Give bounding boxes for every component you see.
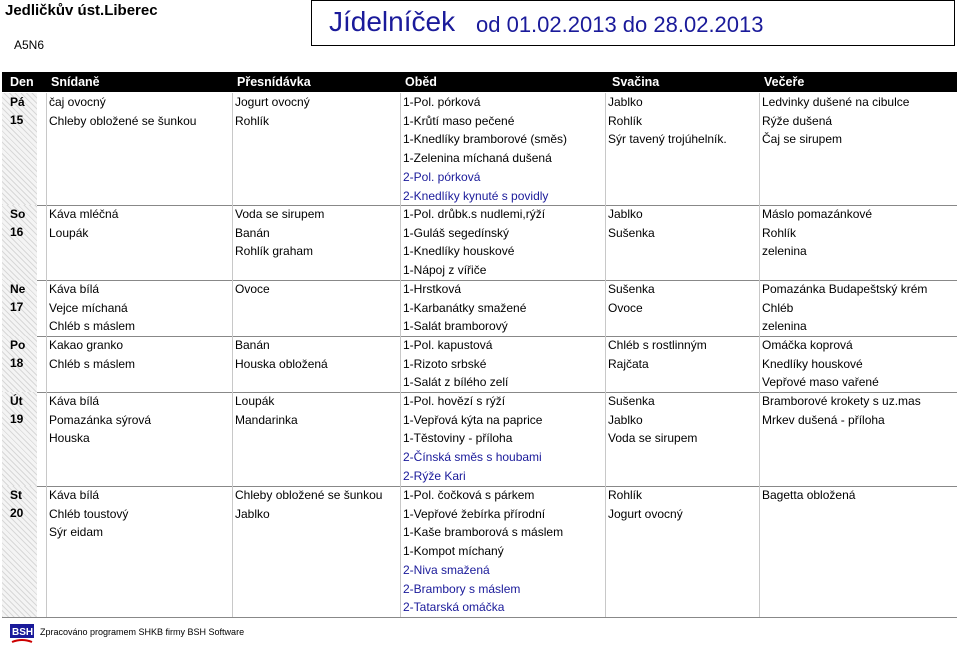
obed-item: 1-Krůtí maso pečené: [403, 113, 515, 128]
day-name: Pá: [10, 95, 25, 109]
column-divider: [400, 392, 401, 486]
svacina-item: Sušenka: [608, 394, 655, 408]
snidane-item: Káva bílá: [49, 282, 100, 296]
header-snidane: Snídaně: [51, 75, 100, 89]
header-obed: Oběd: [405, 75, 437, 89]
column-divider: [605, 280, 606, 336]
column-divider: [232, 205, 233, 280]
presnidavka-item: Jogurt ovocný: [235, 95, 310, 109]
column-divider: [605, 392, 606, 486]
obed-item: 1-Pol. pórková: [403, 95, 481, 109]
snidane-item: Káva mléčná: [49, 207, 119, 221]
bsh-logo: [10, 624, 34, 646]
column-divider: [605, 205, 606, 280]
day-row: [2, 93, 957, 206]
snidane-item: Kakao granko: [49, 338, 124, 352]
vecere-item: Rohlík: [762, 225, 797, 240]
obed-item: 1-Karbanátky smažené: [403, 300, 527, 315]
day-name: Út: [10, 394, 23, 408]
presnidavka-item: Voda se sirupem: [235, 207, 325, 221]
presnidavka-item: Loupák: [235, 394, 275, 408]
obed-item: 1-Kompot míchaný: [403, 544, 504, 559]
column-divider: [46, 336, 47, 392]
column-divider: [759, 392, 760, 486]
obed-item: 1-Kaše bramborová s máslem: [403, 525, 564, 540]
column-divider: [232, 93, 233, 205]
svacina-item: Sýr tavený trojúhelník.: [608, 132, 727, 147]
column-divider: [232, 336, 233, 392]
header-vecere: Večeře: [764, 75, 805, 89]
snidane-item: Loupák: [49, 225, 89, 240]
presnidavka-item: Banán: [235, 225, 270, 240]
obed-item: 1-Rizoto srbské: [403, 356, 487, 371]
presnidavka-item: Ovoce: [235, 282, 270, 296]
obed-item: 1-Nápoj z vířiče: [403, 263, 487, 278]
day-cell: [2, 205, 37, 280]
day-row: [2, 336, 957, 393]
svacina-item: Rajčata: [608, 356, 649, 371]
column-divider: [400, 486, 401, 617]
column-divider: [400, 93, 401, 205]
column-divider: [759, 280, 760, 336]
day-cell: [2, 280, 37, 336]
vecere-item: zelenina: [762, 244, 807, 259]
obed-item: 1-Pol. kapustová: [403, 338, 493, 352]
day-cell: [2, 336, 37, 392]
column-divider: [605, 336, 606, 392]
day-row: [2, 205, 957, 281]
column-divider: [232, 392, 233, 486]
table-header: [2, 72, 957, 92]
svg-text:BSH: BSH: [12, 627, 34, 638]
vecere-item: Čaj se sirupem: [762, 132, 843, 147]
vecere-item: Pomazánka Budapeštský krém: [762, 282, 928, 296]
obed-item: 1-Knedlíky houskové: [403, 244, 515, 259]
presnidavka-item: Mandarinka: [235, 412, 298, 427]
column-divider: [759, 336, 760, 392]
menu-table: [2, 93, 957, 616]
presnidavka-item: Chleby obložené se šunkou: [235, 488, 383, 502]
column-divider: [759, 486, 760, 617]
column-divider: [759, 93, 760, 205]
svacina-item: Jablko: [608, 207, 643, 221]
day-number: 16: [10, 225, 24, 239]
obed-item: 1-Pol. hovězí s rýží: [403, 394, 506, 408]
day-row: [2, 392, 957, 487]
day-cell: [2, 392, 37, 486]
column-divider: [46, 486, 47, 617]
column-divider: [605, 486, 606, 617]
presnidavka-item: Rohlík: [235, 113, 270, 128]
svacina-item: Jablko: [608, 95, 643, 109]
day-cell: [2, 93, 37, 205]
menu-code: A5N6: [14, 38, 45, 52]
column-divider: [400, 280, 401, 336]
header-den: Den: [10, 75, 34, 89]
svacina-item: Rohlík: [608, 113, 643, 128]
presnidavka-item: Banán: [235, 338, 270, 352]
svacina-item: Sušenka: [608, 225, 655, 240]
obed-item: 2-Niva smažená: [403, 562, 490, 577]
obed-item: 1-Hrstková: [403, 282, 462, 296]
obed-item: 1-Guláš segedínský: [403, 225, 510, 240]
snidane-item: Chléb s máslem: [49, 356, 136, 371]
title-box: [311, 0, 955, 46]
obed-item: 2-Knedlíky kynuté s povidly: [403, 188, 549, 203]
snidane-item: Káva bílá: [49, 394, 100, 408]
svacina-item: Rohlík: [608, 488, 643, 502]
vecere-item: Chléb: [762, 300, 794, 315]
snidane-item: Káva bílá: [49, 488, 100, 502]
day-number: 17: [10, 300, 24, 314]
vecere-item: Máslo pomazánkové: [762, 207, 873, 221]
column-divider: [400, 336, 401, 392]
obed-item: 1-Pol. drůbk.s nudlemi,rýží: [403, 207, 546, 221]
page-title: Jídelníček: [329, 6, 456, 37]
column-divider: [46, 392, 47, 486]
day-number: 20: [10, 506, 24, 520]
footer-text: Zpracováno programem SHKB firmy BSH Software: [40, 627, 245, 637]
obed-item: 1-Vepřové žebírka přírodní: [403, 506, 546, 521]
column-divider: [46, 205, 47, 280]
vecere-item: Knedlíky houskové: [762, 356, 863, 371]
svacina-item: Jablko: [608, 412, 643, 427]
obed-item: 2-Brambory s máslem: [403, 581, 521, 596]
date-range: od 01.02.2013 do 28.02.2013: [476, 12, 764, 37]
presnidavka-item: Houska obložená: [235, 356, 328, 371]
snidane-item: Sýr eidam: [49, 525, 104, 540]
svacina-item: Jogurt ovocný: [608, 506, 683, 521]
organization-name: Jedličkův úst.Liberec: [5, 2, 158, 19]
svacina-item: Sušenka: [608, 282, 655, 296]
snidane-item: Chleby obložené se šunkou: [49, 113, 197, 128]
snidane-item: Pomazánka sýrová: [49, 412, 152, 427]
obed-item: 2-Pol. pórková: [403, 169, 481, 184]
snidane-item: Chléb toustový: [49, 506, 129, 521]
day-name: St: [10, 488, 22, 502]
day-name: Po: [10, 338, 26, 352]
day-number: 18: [10, 356, 24, 370]
obed-item: 1-Vepřová kýta na paprice: [403, 412, 543, 427]
header-svacina: Svačina: [612, 75, 660, 89]
vecere-item: Vepřové maso vařené: [762, 375, 879, 390]
presnidavka-item: Rohlík graham: [235, 244, 314, 259]
obed-item: 1-Salát bramborový: [403, 319, 508, 334]
vecere-item: Mrkev dušená - příloha: [762, 412, 885, 427]
obed-item: 1-Zelenina míchaná dušená: [403, 151, 552, 166]
day-row: [2, 486, 957, 618]
vecere-item: Ledvinky dušené na cibulce: [762, 95, 910, 109]
obed-item: 1-Pol. čočková s párkem: [403, 488, 535, 502]
day-row: [2, 280, 957, 337]
obed-item: 2-Tatarská omáčka: [403, 600, 505, 615]
snidane-item: Houska: [49, 431, 90, 446]
obed-item: 2-Čínská směs s houbami: [403, 450, 542, 465]
svacina-item: Chléb s rostlinným: [608, 338, 707, 352]
column-divider: [46, 93, 47, 205]
day-cell: [2, 486, 37, 617]
vecere-item: Bagetta obložená: [762, 488, 856, 502]
vecere-item: Omáčka koprová: [762, 338, 853, 352]
vecere-item: Bramborové krokety s uz.mas: [762, 394, 921, 408]
snidane-item: Chléb s máslem: [49, 319, 136, 334]
presnidavka-item: Jablko: [235, 506, 270, 521]
obed-item: 1-Salát z bílého zelí: [403, 375, 509, 390]
snidane-item: Vejce míchaná: [49, 300, 128, 315]
column-divider: [759, 205, 760, 280]
header-presnidavka: Přesnídávka: [237, 75, 311, 89]
day-name: Ne: [10, 282, 26, 296]
svacina-item: Voda se sirupem: [608, 431, 698, 446]
column-divider: [605, 93, 606, 205]
day-number: 15: [10, 113, 24, 127]
vecere-item: zelenina: [762, 319, 807, 334]
snidane-item: čaj ovocný: [49, 95, 106, 109]
obed-item: 1-Knedlíky bramborové (směs): [403, 132, 568, 147]
vecere-item: Rýže dušená: [762, 113, 833, 128]
column-divider: [232, 486, 233, 617]
column-divider: [400, 205, 401, 280]
svacina-item: Ovoce: [608, 300, 643, 315]
day-name: So: [10, 207, 26, 221]
day-number: 19: [10, 412, 24, 426]
obed-item: 2-Rýže Kari: [403, 468, 466, 483]
column-divider: [46, 280, 47, 336]
column-divider: [232, 280, 233, 336]
obed-item: 1-Těstoviny - příloha: [403, 431, 513, 446]
